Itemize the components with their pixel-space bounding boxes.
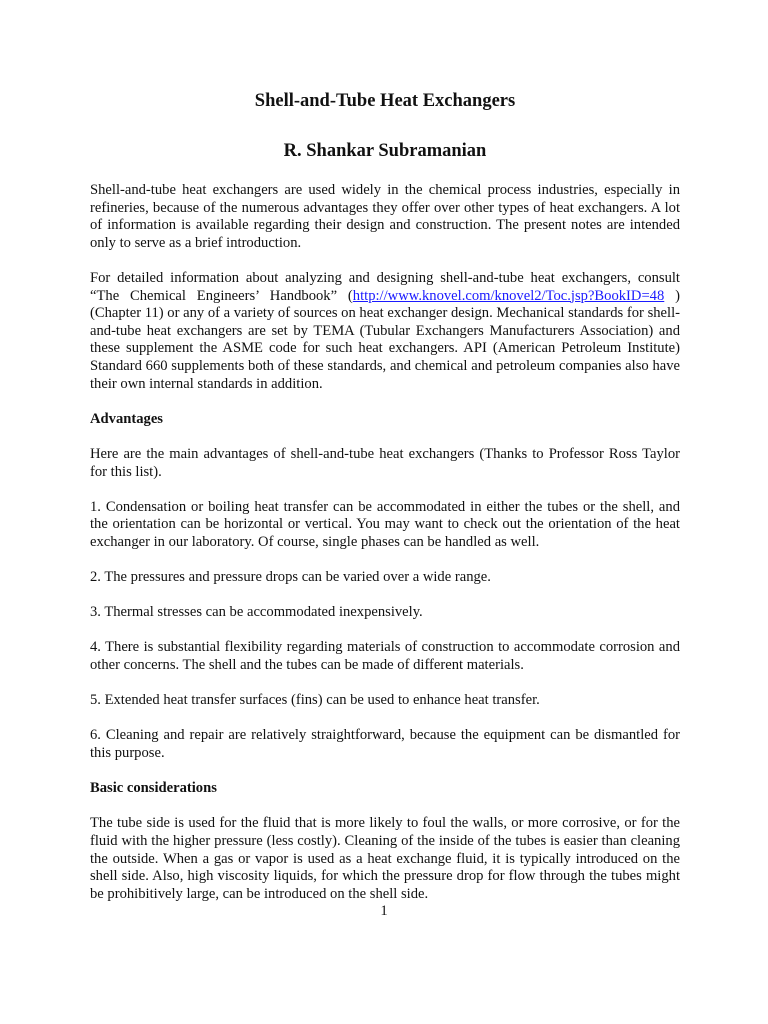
paragraph-text: For detailed information about analyzing and designing shell-and-tube heat exchangers, consult “The Chemical Engineers’ Handbook” ( [90, 269, 680, 304]
advantage-item: 3. Thermal stresses can be accommodated inexpensively. [90, 604, 423, 621]
document-title: Shell-and-Tube Heat Exchangers [254, 91, 516, 111]
document-author: R. Shankar Subramanian [283, 141, 487, 161]
advantages-intro: Here are the main advantages of shell-and-tube heat exchangers (Thanks to Professor Ross Taylor for this list). [90, 445, 680, 480]
knovel-link[interactable]: http://www.knovel.com/knovel2/Toc.jsp?BookID=48 [352, 287, 665, 304]
advantage-item: 6. Cleaning and repair are relatively straightforward, because the equipment can be dismantled for this purpose. [90, 727, 680, 761]
intro-paragraph: Shell-and-tube heat exchangers are used widely in the chemical process industries, especially in refineries, because of the numerous advantages they offer over other types of heat exchangers. A lot of information is available regarding their design and construction. The present notes are intended only to serve as a brief introduction. [90, 182, 680, 251]
paragraph-text: ) (Chapter 11) or any of a variety of sources on heat exchanger design. Mechanical standards for shell-and-tube heat exchangers are set by TEMA (Tubular Exchangers Manufacturers Association) and these supplement the ASME code for such heat exchangers. API (American Petroleum Institute) Standard 660 supplements both of these standards, and chemical and petroleum companies also have their own internal standards in addition. [90, 287, 680, 392]
document-page [90, 90, 680, 903]
advantage-item: 5. Extended heat transfer surfaces (fins) can be used to enhance heat transfer. [90, 692, 540, 709]
basic-considerations-paragraph: The tube side is used for the fluid that is more likely to foul the walls, or more corrosive, or for the fluid with the higher pressure (less costly). Cleaning of the inside of the tubes is easier than cleaning the outside. When a gas or vapor is used as a heat exchange fluid, it is typically introduced on the shell side. Also, high viscosity liquids, for which the pressure drop for flow through the tubes might be prohibitively large, can be introduced on the shell side. [90, 815, 680, 902]
basic-considerations-heading: Basic considerations [90, 780, 217, 797]
advantages-heading: Advantages [90, 410, 163, 427]
advantage-item: 2. The pressures and pressure drops can be varied over a wide range. [90, 569, 491, 586]
advantage-item: 1. Condensation or boiling heat transfer can be accommodated in either the tubes or the shell, and the orientation can be horizontal or vertical. You may want to check out the orientation of the heat exchanger in our laboratory. Of course, single phases can be handled as well. [90, 498, 680, 550]
page-number: 1 [380, 903, 388, 919]
references-paragraph [90, 270, 680, 393]
advantage-item: 4. There is substantial flexibility regarding materials of construction to accommodate corrosion and other concerns. The shell and the tubes can be made of different materials. [90, 639, 680, 674]
